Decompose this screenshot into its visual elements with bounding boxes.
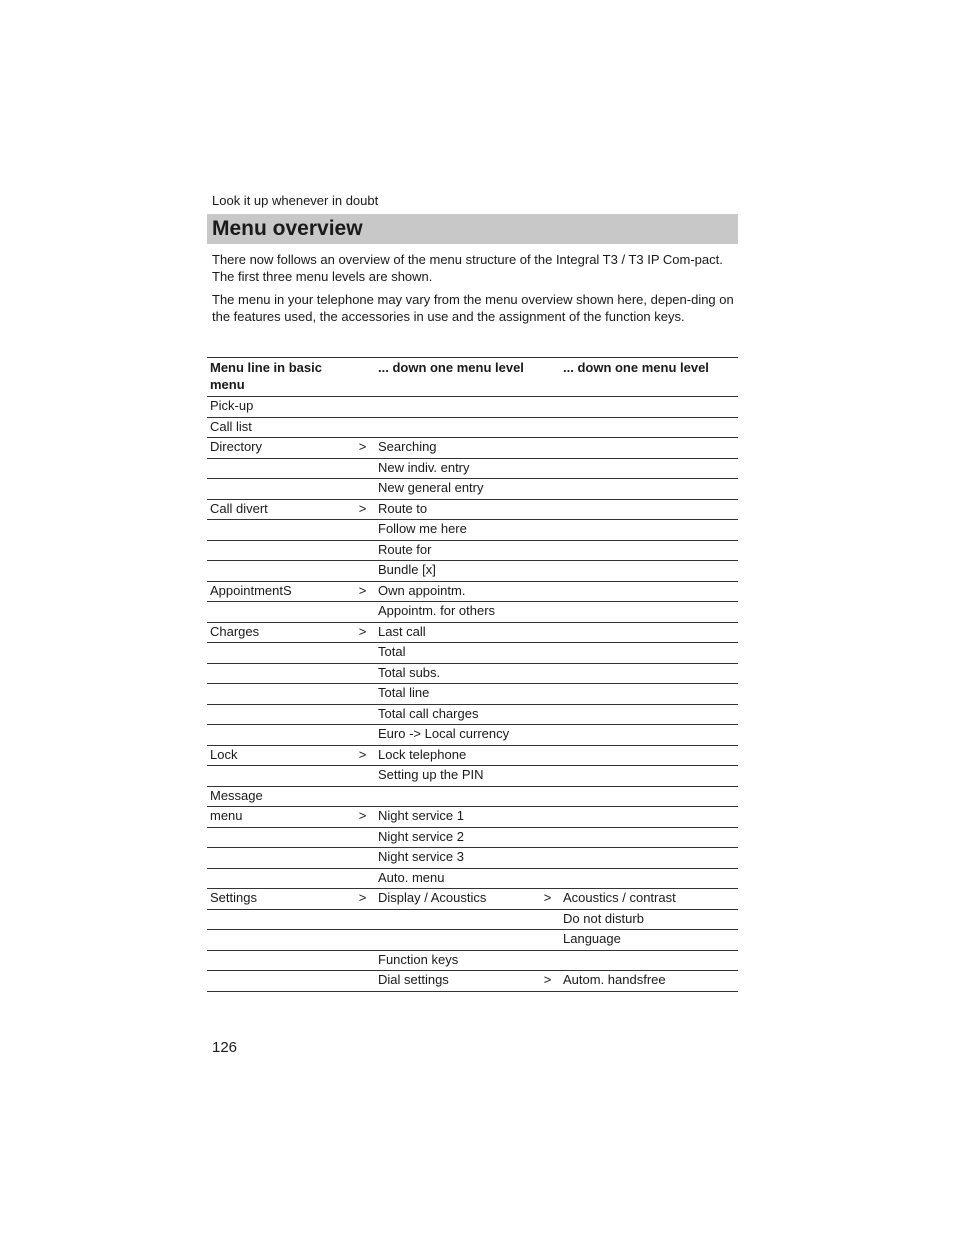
level-3-cell bbox=[560, 561, 738, 582]
submenu-arrow bbox=[350, 725, 375, 746]
level-2-cell: Follow me here bbox=[375, 520, 535, 541]
submenu-arrow bbox=[535, 684, 560, 705]
level-2-cell: Night service 3 bbox=[375, 848, 535, 869]
menu-line-cell bbox=[207, 725, 350, 746]
level-2-cell bbox=[375, 930, 535, 951]
table-row bbox=[207, 930, 738, 951]
level-3-cell bbox=[560, 786, 738, 807]
level-3-cell bbox=[560, 540, 738, 561]
intro-paragraph: The menu in your telephone may vary from the menu overview shown here, depen-ding on the features used, the accessories in use and the assignment of the function keys. bbox=[212, 292, 734, 324]
level-3-cell bbox=[560, 438, 738, 459]
submenu-arrow bbox=[535, 520, 560, 541]
table-row bbox=[207, 540, 738, 561]
level-3-cell: Do not disturb bbox=[560, 909, 738, 930]
level-3-cell bbox=[560, 643, 738, 664]
level-2-cell: Appointm. for others bbox=[375, 602, 535, 623]
submenu-arrow bbox=[350, 643, 375, 664]
submenu-arrow bbox=[535, 622, 560, 643]
table-row bbox=[207, 950, 738, 971]
submenu-arrow: > bbox=[350, 745, 375, 766]
level-3-cell bbox=[560, 622, 738, 643]
menu-line-cell: AppointmentS bbox=[207, 581, 350, 602]
level-3-cell bbox=[560, 397, 738, 418]
table-row bbox=[207, 868, 738, 889]
table-row bbox=[207, 397, 738, 418]
submenu-arrow bbox=[535, 950, 560, 971]
submenu-arrow bbox=[350, 971, 375, 992]
submenu-arrow bbox=[535, 561, 560, 582]
menu-line-cell bbox=[207, 540, 350, 561]
table-row bbox=[207, 602, 738, 623]
menu-line-cell bbox=[207, 766, 350, 787]
level-3-cell bbox=[560, 417, 738, 438]
level-2-cell: New general entry bbox=[375, 479, 535, 500]
menu-line-cell bbox=[207, 643, 350, 664]
level-2-cell: Lock telephone bbox=[375, 745, 535, 766]
level-3-cell bbox=[560, 479, 738, 500]
table-row bbox=[207, 827, 738, 848]
menu-line-cell: Lock bbox=[207, 745, 350, 766]
menu-line-cell: Call divert bbox=[207, 499, 350, 520]
submenu-arrow: > bbox=[350, 807, 375, 828]
table-row bbox=[207, 684, 738, 705]
menu-line-cell bbox=[207, 909, 350, 930]
menu-line-cell: Settings bbox=[207, 889, 350, 910]
menu-overview-table bbox=[207, 357, 738, 992]
submenu-arrow bbox=[350, 663, 375, 684]
level-3-cell bbox=[560, 520, 738, 541]
submenu-arrow bbox=[350, 397, 375, 418]
table-row bbox=[207, 725, 738, 746]
table-row bbox=[207, 622, 738, 643]
submenu-arrow bbox=[535, 909, 560, 930]
menu-line-cell bbox=[207, 479, 350, 500]
level-3-cell bbox=[560, 868, 738, 889]
table-row bbox=[207, 766, 738, 787]
submenu-arrow: > bbox=[350, 499, 375, 520]
level-2-cell: Euro -> Local currency bbox=[375, 725, 535, 746]
level-3-cell bbox=[560, 766, 738, 787]
submenu-arrow bbox=[535, 868, 560, 889]
level-3-cell bbox=[560, 807, 738, 828]
table-header-row bbox=[207, 358, 738, 397]
submenu-arrow: > bbox=[350, 581, 375, 602]
level-3-cell bbox=[560, 499, 738, 520]
level-3-cell bbox=[560, 950, 738, 971]
table-row bbox=[207, 643, 738, 664]
column-header-arrow bbox=[535, 358, 560, 397]
level-2-cell: Dial settings bbox=[375, 971, 535, 992]
submenu-arrow bbox=[535, 725, 560, 746]
menu-line-cell bbox=[207, 684, 350, 705]
menu-line-cell: Directory bbox=[207, 438, 350, 459]
submenu-arrow bbox=[350, 602, 375, 623]
submenu-arrow bbox=[535, 438, 560, 459]
table-row bbox=[207, 971, 738, 992]
table-row bbox=[207, 745, 738, 766]
submenu-arrow bbox=[535, 540, 560, 561]
submenu-arrow bbox=[350, 827, 375, 848]
submenu-arrow bbox=[350, 786, 375, 807]
menu-line-cell bbox=[207, 848, 350, 869]
level-2-cell: Total bbox=[375, 643, 535, 664]
submenu-arrow bbox=[535, 499, 560, 520]
submenu-arrow: > bbox=[535, 971, 560, 992]
level-2-cell bbox=[375, 417, 535, 438]
submenu-arrow bbox=[535, 643, 560, 664]
table-row bbox=[207, 417, 738, 438]
submenu-arrow bbox=[350, 684, 375, 705]
table-row bbox=[207, 889, 738, 910]
menu-line-cell: Charges bbox=[207, 622, 350, 643]
level-2-cell: Bundle [x] bbox=[375, 561, 535, 582]
menu-line-cell bbox=[207, 868, 350, 889]
submenu-arrow bbox=[350, 930, 375, 951]
submenu-arrow bbox=[350, 458, 375, 479]
level-2-cell: Route to bbox=[375, 499, 535, 520]
submenu-arrow bbox=[350, 848, 375, 869]
level-3-cell bbox=[560, 827, 738, 848]
table-row bbox=[207, 581, 738, 602]
level-2-cell: Total call charges bbox=[375, 704, 535, 725]
menu-line-cell bbox=[207, 704, 350, 725]
menu-line-cell bbox=[207, 561, 350, 582]
submenu-arrow bbox=[535, 417, 560, 438]
level-3-cell bbox=[560, 684, 738, 705]
submenu-arrow bbox=[350, 520, 375, 541]
submenu-arrow bbox=[350, 561, 375, 582]
level-2-cell bbox=[375, 786, 535, 807]
level-2-cell: Last call bbox=[375, 622, 535, 643]
level-3-cell bbox=[560, 581, 738, 602]
menu-line-cell bbox=[207, 930, 350, 951]
menu-line-cell bbox=[207, 602, 350, 623]
menu-line-cell bbox=[207, 827, 350, 848]
page-number: 126 bbox=[212, 1039, 238, 1056]
intro-paragraph: There now follows an overview of the menu structure of the Integral T3 / T3 IP Com-pact. The first three menu levels are shown. bbox=[212, 252, 723, 284]
level-3-cell bbox=[560, 704, 738, 725]
intro-text bbox=[212, 251, 734, 331]
level-2-cell: Function keys bbox=[375, 950, 535, 971]
level-2-cell: Night service 2 bbox=[375, 827, 535, 848]
level-2-cell: Total line bbox=[375, 684, 535, 705]
menu-line-cell bbox=[207, 520, 350, 541]
level-3-cell bbox=[560, 602, 738, 623]
submenu-arrow bbox=[350, 766, 375, 787]
table-row bbox=[207, 458, 738, 479]
submenu-arrow bbox=[535, 479, 560, 500]
level-3-cell bbox=[560, 745, 738, 766]
table-row bbox=[207, 561, 738, 582]
level-2-cell: Searching bbox=[375, 438, 535, 459]
submenu-arrow bbox=[535, 745, 560, 766]
column-header-level-2: ... down one menu level bbox=[375, 358, 535, 397]
column-header-basic-menu: Menu line in basic menu bbox=[207, 358, 350, 397]
column-header-level-3: ... down one menu level bbox=[560, 358, 738, 397]
table-row bbox=[207, 520, 738, 541]
menu-line-cell bbox=[207, 458, 350, 479]
level-3-cell bbox=[560, 848, 738, 869]
menu-line-cell bbox=[207, 971, 350, 992]
submenu-arrow: > bbox=[350, 622, 375, 643]
level-2-cell bbox=[375, 909, 535, 930]
table-row bbox=[207, 499, 738, 520]
table-row bbox=[207, 479, 738, 500]
submenu-arrow bbox=[535, 663, 560, 684]
level-3-cell bbox=[560, 725, 738, 746]
column-header-arrow bbox=[350, 358, 375, 397]
running-head: Look it up whenever in doubt bbox=[212, 193, 379, 208]
level-2-cell: Display / Acoustics bbox=[375, 889, 535, 910]
submenu-arrow bbox=[350, 540, 375, 561]
menu-line-cell: Message bbox=[207, 786, 350, 807]
submenu-arrow bbox=[535, 397, 560, 418]
table-body bbox=[207, 397, 738, 992]
level-3-cell: Acoustics / contrast bbox=[560, 889, 738, 910]
submenu-arrow bbox=[535, 848, 560, 869]
level-2-cell: Setting up the PIN bbox=[375, 766, 535, 787]
level-2-cell: Auto. menu bbox=[375, 868, 535, 889]
submenu-arrow bbox=[535, 827, 560, 848]
submenu-arrow bbox=[350, 950, 375, 971]
level-2-cell: New indiv. entry bbox=[375, 458, 535, 479]
section-title-bar bbox=[207, 214, 738, 244]
level-2-cell: Own appointm. bbox=[375, 581, 535, 602]
submenu-arrow bbox=[350, 704, 375, 725]
level-3-cell: Autom. handsfree bbox=[560, 971, 738, 992]
submenu-arrow bbox=[350, 479, 375, 500]
submenu-arrow bbox=[350, 909, 375, 930]
level-3-cell bbox=[560, 458, 738, 479]
submenu-arrow bbox=[535, 766, 560, 787]
submenu-arrow bbox=[350, 417, 375, 438]
submenu-arrow bbox=[535, 602, 560, 623]
level-3-cell: Language bbox=[560, 930, 738, 951]
submenu-arrow bbox=[535, 581, 560, 602]
page-title: Menu overview bbox=[212, 217, 363, 240]
level-2-cell bbox=[375, 397, 535, 418]
menu-line-cell: menu bbox=[207, 807, 350, 828]
submenu-arrow: > bbox=[350, 889, 375, 910]
level-3-cell bbox=[560, 663, 738, 684]
table-row bbox=[207, 807, 738, 828]
table-row bbox=[207, 663, 738, 684]
submenu-arrow bbox=[535, 704, 560, 725]
level-2-cell: Route for bbox=[375, 540, 535, 561]
table-row bbox=[207, 786, 738, 807]
submenu-arrow bbox=[535, 786, 560, 807]
submenu-arrow bbox=[535, 458, 560, 479]
table-row bbox=[207, 909, 738, 930]
table-row bbox=[207, 848, 738, 869]
table-row bbox=[207, 704, 738, 725]
submenu-arrow bbox=[535, 807, 560, 828]
table-row bbox=[207, 438, 738, 459]
submenu-arrow bbox=[535, 930, 560, 951]
level-2-cell: Total subs. bbox=[375, 663, 535, 684]
submenu-arrow: > bbox=[350, 438, 375, 459]
menu-line-cell bbox=[207, 663, 350, 684]
submenu-arrow: > bbox=[535, 889, 560, 910]
level-2-cell: Night service 1 bbox=[375, 807, 535, 828]
menu-line-cell: Call list bbox=[207, 417, 350, 438]
menu-line-cell bbox=[207, 950, 350, 971]
menu-line-cell: Pick-up bbox=[207, 397, 350, 418]
submenu-arrow bbox=[350, 868, 375, 889]
